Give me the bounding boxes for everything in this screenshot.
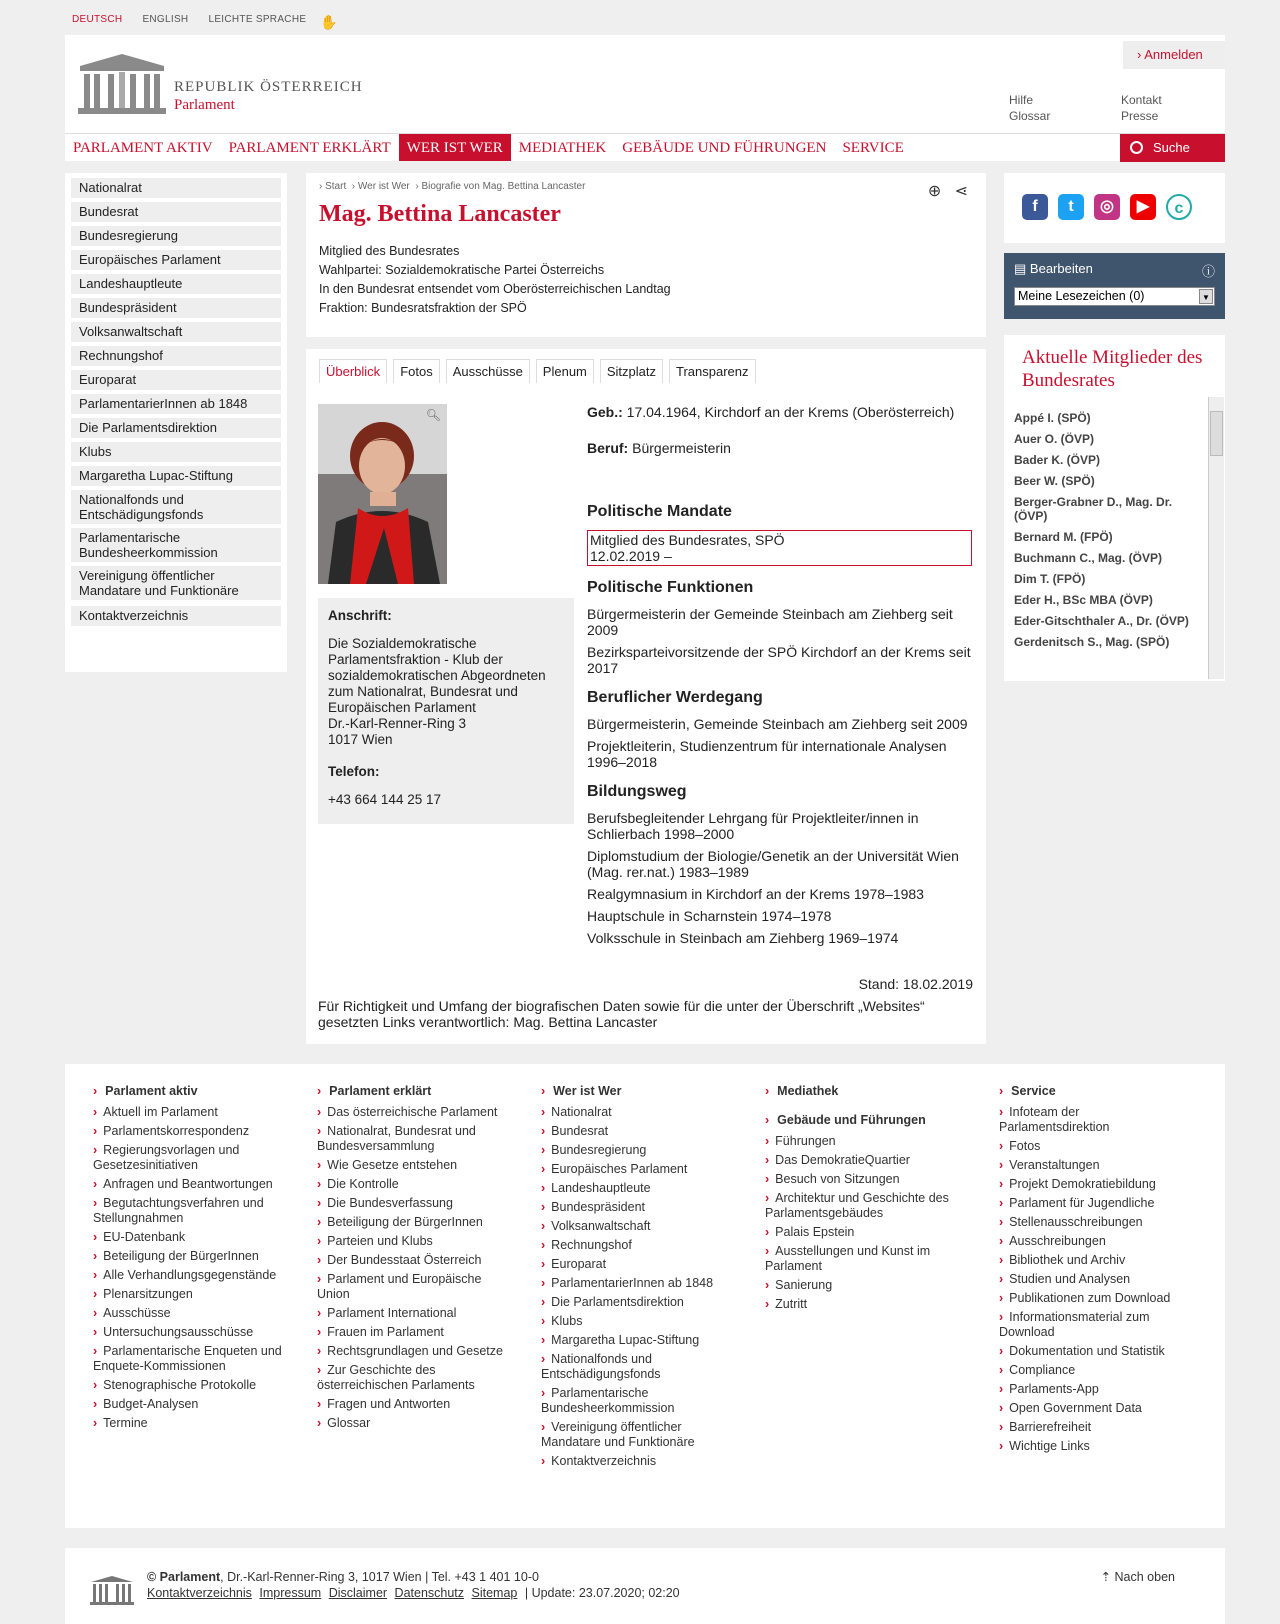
info-line: Mitglied des Bundesrates (319, 244, 460, 258)
nav-mediathek[interactable]: MEDIATHEK (518, 140, 607, 156)
member-item[interactable]: Buchmann C., Mag. (ÖVP) (1014, 551, 1163, 565)
function-item: Bürgermeisterin der Gemeinde Steinbach am Ziehberg seit 2009 (587, 606, 953, 638)
profile-header (306, 173, 986, 337)
footer-heading[interactable]: › Gebäude und Führungen (765, 1113, 955, 1128)
footer-link[interactable]: › Nationalfonds und Entschädigungsfonds (541, 1352, 731, 1382)
sidebar-item[interactable]: Landeshauptleute (71, 274, 281, 294)
birth-value: 17.04.1964, Kirchdorf an der Krems (Oberösterreich) (626, 404, 955, 420)
footer-heading[interactable]: › Mediathek (765, 1084, 955, 1099)
zoom-icon[interactable]: 🔍︎ (425, 408, 441, 422)
portrait-image (318, 404, 447, 584)
footer-link[interactable]: › Kontaktverzeichnis (541, 1454, 731, 1469)
footer-link[interactable]: › Ausschreibungen (999, 1234, 1189, 1249)
link-kontaktverzeichnis[interactable]: Kontaktverzeichnis (147, 1586, 252, 1600)
member-item[interactable]: Bernard M. (FPÖ) (1014, 530, 1113, 544)
link-sitemap[interactable]: Sitemap (471, 1586, 518, 1600)
footer-link[interactable]: › Die Bundesverfassung (317, 1196, 507, 1211)
edit-panel (1004, 253, 1225, 319)
footer-link[interactable]: › Europarat (541, 1257, 731, 1272)
footer-link[interactable]: › Aktuell im Parlament (93, 1105, 283, 1120)
footer-link[interactable]: › Publikationen zum Download (999, 1291, 1189, 1306)
instagram-icon[interactable]: ◎ (1094, 194, 1120, 220)
footer-link[interactable]: › Klubs (541, 1314, 731, 1329)
crumb-start[interactable]: Start (325, 181, 347, 192)
footer-heading[interactable]: › Parlament erklärt (317, 1084, 507, 1099)
footer-link[interactable]: › Parlamentarische Bundesheerkommission (541, 1386, 731, 1416)
bookmark-add-icon[interactable]: ⊕ (927, 183, 942, 200)
member-item[interactable]: Appé I. (SPÖ) (1014, 411, 1091, 425)
footer-link[interactable]: › Parlaments-App (999, 1382, 1189, 1397)
footer-link[interactable]: › Projekt Demokratiebildung (999, 1177, 1189, 1192)
member-item[interactable]: Beer W. (SPÖ) (1014, 474, 1095, 488)
sidebar-item[interactable]: Volksanwaltschaft (71, 322, 281, 342)
mandate-line: Mitglied des Bundesrates, SPÖ (590, 532, 785, 548)
footer-link[interactable]: › Der Bundesstaat Österreich (317, 1253, 507, 1268)
nav-parlament-aktiv[interactable]: PARLAMENT AKTIV (73, 140, 213, 156)
language-bar (72, 14, 338, 31)
site-header (65, 35, 1225, 133)
sidebar-item[interactable]: Europarat (71, 370, 281, 390)
scrollbar-thumb[interactable] (1210, 411, 1223, 456)
members-list (1014, 411, 1204, 656)
edit-label[interactable]: Bearbeiten (1029, 261, 1093, 276)
education-item: Realgymnasium in Kirchdorf an der Krems 1978–1983 (587, 886, 924, 902)
phone-label: Telefon: (328, 764, 380, 779)
contact-links (1121, 92, 1162, 124)
member-item[interactable]: Dim T. (FPÖ) (1014, 572, 1086, 586)
help-link[interactable]: Hilfe (1009, 93, 1034, 107)
contact-link[interactable]: Kontakt (1121, 93, 1162, 107)
footer-link[interactable]: › Beteiligung der BürgerInnen (93, 1249, 283, 1264)
profession-value: Bürgermeisterin (632, 440, 731, 456)
footer-link[interactable]: › Zur Geschichte des österreichischen Parlaments (317, 1363, 507, 1393)
search-button[interactable]: Suche (1120, 134, 1225, 162)
sidebar-item[interactable]: Bundesregierung (71, 226, 281, 246)
footer-link[interactable]: › EU-Datenbank (93, 1230, 283, 1245)
youtube-icon[interactable]: ▶ (1130, 194, 1156, 220)
footer-link[interactable]: › Parteien und Klubs (317, 1234, 507, 1249)
footer-link[interactable]: › Landeshauptleute (541, 1181, 731, 1196)
mandate-box (587, 530, 972, 566)
footer-link[interactable]: › Begutachtungsverfahren und Stellungnahmen (93, 1196, 283, 1226)
footer-link[interactable]: › Bibliothek und Archiv (999, 1253, 1189, 1268)
nav-gebaeude[interactable]: GEBÄUDE UND FÜHRUNGEN (622, 140, 827, 156)
glossary-link[interactable]: Glossar (1009, 109, 1051, 123)
members-title: Aktuelle Mitglieder des Bundesrates (1022, 347, 1203, 391)
mandate-line: 12.02.2019 – (590, 548, 672, 564)
sidebar-item[interactable]: Die Parlamentsdirektion (71, 418, 281, 438)
footer-link[interactable]: › Volksanwaltschaft (541, 1219, 731, 1234)
footer-link[interactable]: › Das österreichische Parlament (317, 1105, 507, 1120)
footer-link[interactable]: › Termine (93, 1416, 283, 1431)
footer-link[interactable]: › Palais Epstein (765, 1225, 955, 1240)
share-icon[interactable]: ⋖ (954, 183, 968, 200)
address-label: Anschrift: (328, 608, 392, 623)
parliament-building-icon (78, 52, 166, 114)
footer-link[interactable]: › Budget-Analysen (93, 1397, 283, 1412)
footer-link[interactable]: › Informationsmaterial zum Download (999, 1310, 1189, 1340)
career-item: Projektleiterin, Studienzentrum für internationale Analysen 1996–2018 (587, 738, 947, 770)
profile-content (306, 349, 986, 1044)
footer-link[interactable]: › Parlament für Jugendliche (999, 1196, 1189, 1211)
footer-col-service (999, 1084, 1189, 1458)
parliament-logo[interactable] (78, 52, 363, 114)
arrow-up-icon: ⇡ (1100, 1570, 1112, 1584)
footer-link[interactable]: › Führungen (765, 1134, 955, 1149)
footer-link[interactable]: › Nationalrat, Bundesrat und Bundesversammlung (317, 1124, 507, 1154)
footer-link[interactable]: › Untersuchungsausschüsse (93, 1325, 283, 1340)
press-link[interactable]: Presse (1121, 109, 1159, 123)
sidebar-item[interactable]: Rechnungshof (71, 346, 281, 366)
footer-link[interactable]: › Infoteam der Parlamentsdirektion (999, 1105, 1189, 1135)
link-datenschutz[interactable]: Datenschutz (394, 1586, 465, 1600)
lang-deutsch[interactable]: DEUTSCH (72, 14, 123, 25)
birth-label: Geb.: (587, 404, 623, 420)
biography (587, 404, 972, 952)
sidebar-item[interactable]: Klubs (71, 442, 281, 462)
tab-plenum[interactable]: Plenum (536, 359, 594, 383)
chevron-down-icon: ▼ (1199, 289, 1213, 304)
last-updated: Stand: 18.02.2019 (858, 976, 973, 992)
sidebar-navigation (65, 173, 287, 672)
bottom-bar (65, 1548, 1225, 1624)
footer-link[interactable]: › Anfragen und Beantwortungen (93, 1177, 283, 1192)
footer-link[interactable]: › Rechtsgrundlagen und Gesetze (317, 1344, 507, 1359)
footer-link[interactable]: › Open Government Data (999, 1401, 1189, 1416)
footer-link[interactable]: › Parlament und Europäische Union (317, 1272, 507, 1302)
footer-link[interactable]: › Compliance (999, 1363, 1189, 1378)
footer-link[interactable]: › Beteiligung der BürgerInnen (317, 1215, 507, 1230)
function-item: Bezirksparteivorsitzende der SPÖ Kirchdorf an der Krems seit 2017 (587, 644, 971, 676)
footer-link[interactable]: › Frauen im Parlament (317, 1325, 507, 1340)
sidebar-item[interactable]: Nationalrat (71, 178, 281, 198)
footer-link[interactable]: › Stenographische Protokolle (93, 1378, 283, 1393)
footer-link[interactable]: › ParlamentarierInnen ab 1848 (541, 1276, 731, 1291)
lang-english[interactable]: ENGLISH (142, 14, 189, 25)
footer-link[interactable]: › Nationalrat (541, 1105, 731, 1120)
login-button[interactable]: › Anmelden (1123, 41, 1225, 69)
members-panel (1004, 335, 1225, 681)
info-icon[interactable]: ⓘ (1201, 264, 1215, 279)
footer-link[interactable]: › Architektur und Geschichte des Parlamentsgebäudes (765, 1191, 955, 1221)
footer-link[interactable]: › Die Parlamentsdirektion (541, 1295, 731, 1310)
twitter-icon[interactable]: t (1058, 194, 1084, 220)
footer-link[interactable]: › Parlamentskorrespondenz (93, 1124, 283, 1139)
sidebar-item[interactable]: Nationalfonds und Entschädigungsfonds (71, 490, 281, 524)
profession-label: Beruf: (587, 440, 629, 456)
link-disclaimer[interactable]: Disclaimer (328, 1586, 388, 1600)
parliament-building-icon (90, 1575, 134, 1605)
logo-title: REPUBLIK ÖSTERREICH (174, 79, 363, 95)
member-item[interactable]: Bader K. (ÖVP) (1014, 453, 1101, 467)
career-item: Bürgermeisterin, Gemeinde Steinbach am Ziehberg seit 2009 (587, 716, 968, 732)
sidebar-item[interactable]: Kontaktverzeichnis (71, 606, 281, 626)
member-item[interactable]: Eder H., BSc MBA (ÖVP) (1014, 593, 1153, 607)
tab-transparenz[interactable]: Transparenz (669, 359, 756, 383)
info-line: Wahlpartei: Sozialdemokratische Partei Österreichs (319, 263, 605, 277)
footer-link[interactable]: › Studien und Analysen (999, 1272, 1189, 1287)
education-item: Hauptschule in Scharnstein 1974–1978 (587, 908, 832, 924)
nav-wer-ist-wer[interactable]: WER IST WER (399, 134, 511, 161)
footer-link[interactable]: › Regierungsvorlagen und Gesetzesinitiativen (93, 1143, 283, 1173)
education-item: Berufsbegleitender Lehrgang für Projektleiter/innen in Schlierbach 1998–2000 (587, 810, 919, 842)
page-title: Mag. Bettina Lancaster (319, 201, 561, 227)
nav-service[interactable]: SERVICE (842, 140, 904, 156)
copyright: © Parlament (147, 1570, 221, 1584)
footer-link[interactable]: › Ausstellungen und Kunst im Parlament (765, 1244, 955, 1274)
footer-link[interactable]: › Zutritt (765, 1297, 955, 1312)
sidebar-item[interactable]: Bundesrat (71, 202, 281, 222)
portrait-photo[interactable] (318, 404, 447, 584)
footer-link[interactable]: › Bundespräsident (541, 1200, 731, 1215)
mandates-heading: Politische Mandate (587, 503, 732, 520)
sidebar-item[interactable]: Bundespräsident (71, 298, 281, 318)
footer-link[interactable]: › Margaretha Lupac-Stiftung (541, 1333, 731, 1348)
document-icon: ▤ (1014, 261, 1027, 276)
career-heading: Beruflicher Werdegang (587, 689, 763, 706)
footer-link[interactable]: › Wichtige Links (999, 1439, 1189, 1454)
footer-link[interactable]: › Rechnungshof (541, 1238, 731, 1253)
footer-link[interactable]: › Wie Gesetze entstehen (317, 1158, 507, 1173)
bottom-info (147, 1569, 680, 1601)
address-line: Dr.-Karl-Renner-Ring 3 (328, 716, 467, 731)
main-navigation (65, 133, 1225, 161)
footer-link[interactable]: › Sanierung (765, 1278, 955, 1293)
footer-link[interactable]: › Veranstaltungen (999, 1158, 1189, 1173)
help-links (1009, 92, 1050, 124)
sidebar-item[interactable]: Europäisches Parlament (71, 250, 281, 270)
education-heading: Bildungsweg (587, 783, 687, 800)
member-item[interactable]: Eder-Gitschthaler A., Dr. (ÖVP) (1014, 614, 1189, 628)
member-item[interactable]: Berger-Grabner D., Mag. Dr. (ÖVP) (1014, 495, 1173, 523)
footer-link[interactable]: › Das DemokratieQuartier (765, 1153, 955, 1168)
tab-ueberblick[interactable]: Überblick (319, 359, 387, 383)
lang-leichte-sprache[interactable]: LEICHTE SPRACHE (208, 14, 307, 25)
education-item: Volksschule in Steinbach am Ziehberg 1969–1974 (587, 930, 899, 946)
footer-link[interactable]: › Ausschüsse (93, 1306, 283, 1321)
democracy-web-icon[interactable]: c (1166, 194, 1192, 220)
crumb-current: Biografie von Mag. Bettina Lancaster (421, 181, 586, 192)
footer-heading[interactable]: › Wer ist Wer (541, 1084, 731, 1099)
sidebar-item[interactable]: ParlamentarierInnen ab 1848 (71, 394, 281, 414)
functions-heading: Politische Funktionen (587, 579, 754, 596)
footer-sitemap (65, 1064, 1225, 1528)
bookmarks-select[interactable]: Meine Lesezeichen (0) ▼ (1014, 287, 1215, 306)
footer-col-wer-ist-wer (541, 1084, 731, 1473)
footer-heading[interactable]: › Parlament aktiv (93, 1084, 283, 1099)
profile-tabs (319, 359, 973, 383)
footer-col-mediathek (765, 1084, 955, 1316)
footer-link[interactable]: › Fotos (999, 1139, 1189, 1154)
facebook-icon[interactable]: f (1022, 194, 1048, 220)
member-item[interactable]: Gerdenitsch S., Mag. (SPÖ) (1014, 635, 1170, 649)
footer-link[interactable]: › Alle Verhandlungsgegenstände (93, 1268, 283, 1283)
back-to-top-button[interactable]: ⇡ Nach oben (1100, 1570, 1175, 1584)
footer-link[interactable]: › Die Kontrolle (317, 1177, 507, 1192)
footer-link[interactable]: › Europäisches Parlament (541, 1162, 731, 1177)
breadcrumb: › Start › Wer ist Wer › Biografie von Mag. Bettina Lancaster (319, 181, 586, 192)
bottom-address: , Dr.-Karl-Renner-Ring 3, 1017 Wien | Tel. +43 1 401 10-0 (220, 1570, 539, 1584)
footer-link[interactable]: › Vereinigung öffentlicher Mandatare und Funktionäre (541, 1420, 731, 1450)
info-line: In den Bundesrat entsendet vom Oberösterreichischen Landtag (319, 282, 671, 296)
footer-link[interactable]: › Bundesregierung (541, 1143, 731, 1158)
address-line: 1017 Wien (328, 732, 393, 747)
sidebar-item[interactable]: Margaretha Lupac-Stiftung (71, 466, 281, 486)
link-impressum[interactable]: Impressum (259, 1586, 322, 1600)
footer-heading[interactable]: › Service (999, 1084, 1189, 1099)
education-item: Diplomstudium der Biologie/Genetik an der Universität Wien (Mag. rer.nat.) 1983–1989 (587, 848, 959, 880)
logo-subtitle: Parlament (174, 97, 235, 113)
tab-ausschuesse[interactable]: Ausschüsse (446, 359, 530, 383)
footer-link[interactable]: › Parlamentarische Enqueten und Enquete-Kommissionen (93, 1344, 283, 1374)
footer-link[interactable]: › Glossar (317, 1416, 507, 1431)
footer-col-erklaert (317, 1084, 507, 1435)
page-tools (928, 181, 968, 201)
footer-col-aktiv (93, 1084, 283, 1435)
footer-link[interactable]: › Besuch von Sitzungen (765, 1172, 955, 1187)
phone-number[interactable]: +43 664 144 25 17 (328, 792, 441, 807)
sidebar-item[interactable]: Vereinigung öffentlicher Mandatare und Funktionäre (71, 566, 281, 600)
sidebar-item[interactable]: Parlamentarische Bundesheerkommission (71, 528, 281, 562)
members-scrollbar[interactable] (1208, 397, 1224, 679)
contact-box (318, 598, 574, 824)
disclaimer-text: Für Richtigkeit und Umfang der biografischen Daten sowie für die unter der Überschrift „Websites“ gesetzten Links verantwortlich: Mag. Bettina Lancaster (318, 998, 925, 1030)
footer-link[interactable]: › Barrierefreiheit (999, 1420, 1189, 1435)
crumb-wer-ist-wer[interactable]: Wer ist Wer (357, 181, 410, 192)
footer-link[interactable]: › Parlament International (317, 1306, 507, 1321)
footer-link[interactable]: › Bundesrat (541, 1124, 731, 1139)
sign-language-icon[interactable]: ✋ (320, 14, 339, 30)
tab-fotos[interactable]: Fotos (393, 359, 440, 383)
address-line: Die Sozialdemokratische Parlamentsfraktion - Klub der sozialdemokratischen Abgeordneten zum Nationalrat, Bundesrat und Europäischen Parlament (328, 636, 546, 715)
update-info: | Update: 23.07.2020; 02:20 (524, 1586, 680, 1600)
tab-sitzplatz[interactable]: Sitzplatz (600, 359, 663, 383)
footer-link[interactable]: › Stellenausschreibungen (999, 1215, 1189, 1230)
footer-link[interactable]: › Dokumentation und Statistik (999, 1344, 1189, 1359)
footer-link[interactable]: › Plenarsitzungen (93, 1287, 283, 1302)
member-item[interactable]: Auer O. (ÖVP) (1014, 432, 1095, 446)
footer-link[interactable]: › Fragen und Antworten (317, 1397, 507, 1412)
social-media-bar (1004, 173, 1225, 243)
nav-parlament-erklaert[interactable]: PARLAMENT ERKLÄRT (228, 140, 391, 156)
info-line: Fraktion: Bundesratsfraktion der SPÖ (319, 301, 527, 315)
search-icon (1130, 141, 1143, 154)
